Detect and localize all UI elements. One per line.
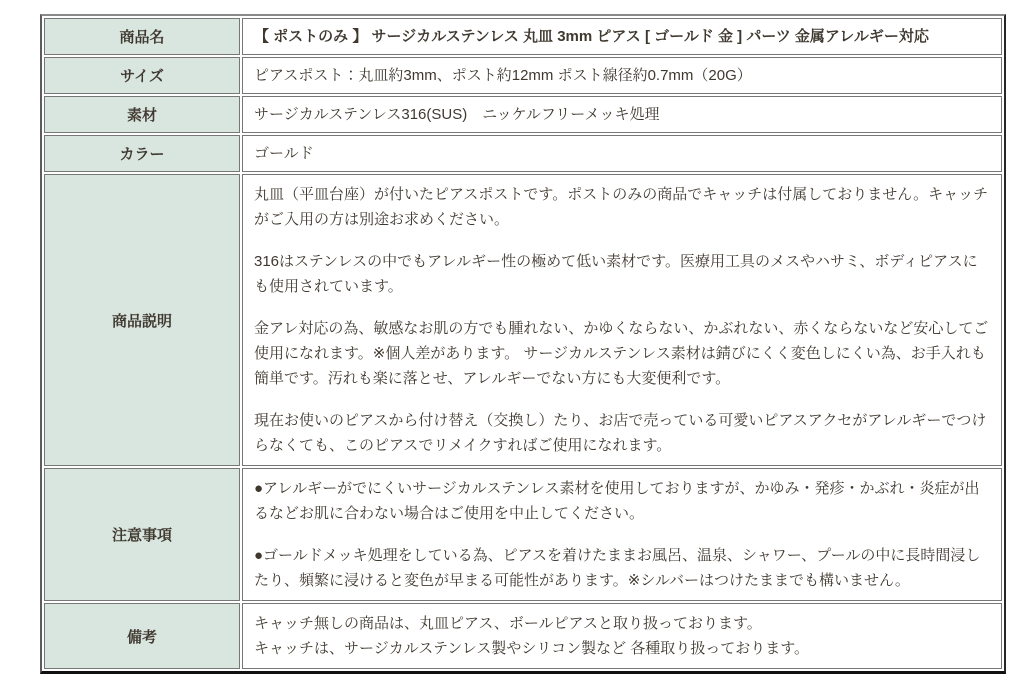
description-value — [242, 174, 1002, 466]
precautions-paragraph: ●ゴールドメッキ処理をしている為、ピアスを着けたままお風呂、温泉、シャワー、プールの中に長時間浸したり、頻繁に浸けると変色が早まる可能性があります。※シルバーはつけたままでも構いません。 — [254, 547, 981, 589]
description-paragraph: 金アレ対応の為、敏感なお肌の方でも腫れない、かゆくならない、かぶれない、赤くならないなど安心してご使用になれます。※個人差があります。 サージカルステンレス素材は錆びにくく変色しにくい為、お手入れも簡単です。汚れも楽に落とせ、アレルギーでない方にも大変便利です。 — [254, 320, 989, 387]
notes-line: キャッチ無しの商品は、丸皿ピアス、ボールピアスと取り扱っております。 — [254, 615, 762, 632]
size-value — [242, 57, 1002, 94]
product-name-text: 【 ポストのみ 】 サージカルステンレス 丸皿 3mm ピアス [ ゴールド 金 ] パーツ 金属アレルギー対応 — [254, 28, 929, 45]
row-description — [44, 174, 1002, 466]
product-name-value — [242, 18, 1002, 55]
row-precautions — [44, 468, 1002, 601]
product-name-label: 商品名 — [44, 18, 240, 55]
precautions-value — [242, 468, 1002, 601]
description-label: 商品説明 — [44, 174, 240, 466]
color-label: カラー — [44, 135, 240, 172]
row-product-name — [44, 18, 1002, 55]
spec-table-body — [44, 18, 1002, 669]
color-value — [242, 135, 1002, 172]
description-paragraph: 丸皿（平皿台座）が付いたピアスポストです。ポストのみの商品でキャッチは付属しておりません。キャッチがご入用の方は別途お求めください。 — [254, 186, 989, 228]
description-paragraph: 316はステンレスの中でもアレルギー性の極めて低い素材です。医療用工具のメスやハサミ、ボディピアスにも使用されています。 — [254, 253, 978, 295]
size-text: ピアスポスト：丸皿約3mm、ポスト約12mm ポスト線径約0.7mm（20G） — [254, 67, 752, 84]
material-label: 素材 — [44, 96, 240, 133]
notes-value — [242, 603, 1002, 669]
row-notes — [44, 603, 1002, 669]
material-value — [242, 96, 1002, 133]
notes-line: キャッチは、サージカルステンレス製やシリコン製など 各種取り扱っております。 — [254, 640, 810, 657]
size-label: サイズ — [44, 57, 240, 94]
material-text: サージカルステンレス316(SUS) ニッケルフリーメッキ処理 — [254, 106, 660, 123]
color-text: ゴールド — [254, 145, 314, 162]
description-paragraph: 現在お使いのピアスから付け替え（交換し）たり、お店で売っている可愛いピアスアクセがアレルギーでつけらなくても、このピアスでリメイクすればご使用になれます。 — [254, 412, 987, 454]
product-spec-table — [40, 14, 1006, 674]
row-size — [44, 57, 1002, 94]
row-material — [44, 96, 1002, 133]
precautions-label: 注意事項 — [44, 468, 240, 601]
row-color — [44, 135, 1002, 172]
notes-label: 備考 — [44, 603, 240, 669]
precautions-paragraph: ●アレルギーがでにくいサージカルステンレス素材を使用しておりますが、かゆみ・発疹・かぶれ・炎症が出るなどお肌に合わない場合はご使用を中止してください。 — [254, 480, 980, 522]
